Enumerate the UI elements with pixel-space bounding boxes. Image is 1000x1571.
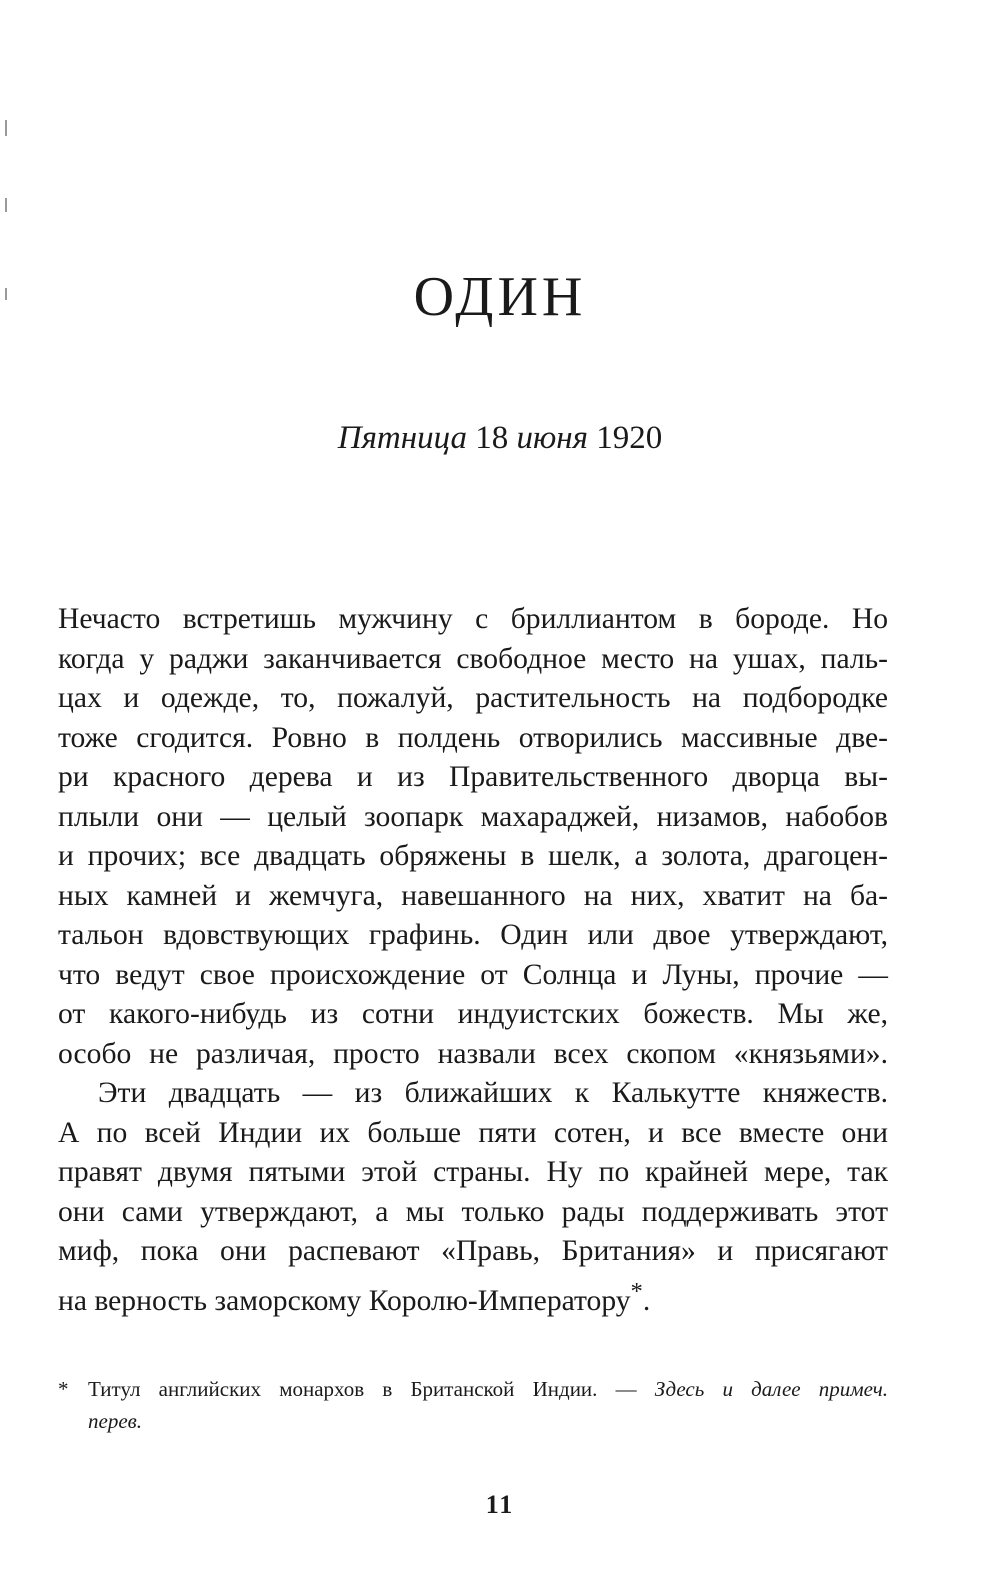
date-month: июня xyxy=(516,420,588,456)
body-line: и прочих; все двадцать обряжены в шелк, а золота, драгоцен- xyxy=(58,840,888,872)
footnote-note: Здесь и далее примеч. xyxy=(654,1377,888,1401)
body-line: Эти двадцать — из ближайших к Калькутте княжеств. xyxy=(98,1077,888,1109)
body-line: цах и одежде, то, пожалуй, растительность на подбородке xyxy=(58,682,888,714)
body-line: Нечасто встретишь мужчину с бриллиантом в бороде. Но xyxy=(58,603,888,635)
page-number: 11 xyxy=(485,1490,515,1519)
body-line: ри красного дерева и из Правительственного дворца вы- xyxy=(58,761,888,793)
body-line: когда у раджи заканчивается свободное место на ушах, паль- xyxy=(58,642,888,675)
body-line-last xyxy=(58,1272,888,1317)
final-period: . xyxy=(642,1284,651,1317)
body-line-text: на верность заморскому Королю-Императору xyxy=(58,1284,631,1317)
body-line: правят двумя пятыми этой страны. Ну по крайней мере, так xyxy=(58,1156,888,1188)
chapter-date xyxy=(0,416,1000,460)
body-line: тальон вдовствующих графинь. Один или двое утверждают, xyxy=(58,919,888,951)
footnote-note-end: перев. xyxy=(88,1409,143,1433)
footnote-reference: * xyxy=(630,1277,643,1305)
body-line: плыли они — целый зоопарк махараджей, низамов, набобов xyxy=(58,800,888,833)
body-line: от какого-нибудь из сотни индуистских божеств. Мы же, xyxy=(58,998,888,1030)
body-text xyxy=(58,600,888,1317)
date-year: 1920 xyxy=(596,420,663,456)
body-line: они сами утверждают, а мы только рады поддерживать этот xyxy=(58,1195,888,1228)
footnote-mark: * xyxy=(58,1377,69,1401)
chapter-title: ОДИН xyxy=(413,266,587,328)
body-line: миф, пока они распевают «Правь, Британия» и присягают xyxy=(58,1235,888,1267)
body-line: что ведут свое происхождение от Солнца и Луны, прочие — xyxy=(58,958,888,991)
body-line: А по всей Индии их больше пяти сотен, и все вместе они xyxy=(58,1116,888,1149)
date-weekday: Пятница xyxy=(337,420,468,456)
body-line: особо не различая, просто назвали всех скопом «князьями». xyxy=(58,1037,888,1070)
date-day: 18 xyxy=(475,420,509,456)
body-line: ных камней и жемчуга, навешанного на них, хватит на ба- xyxy=(58,879,888,912)
footnote-text: Титул английских монархов в Британской Индии. — xyxy=(88,1377,637,1401)
body-line: тоже сгодится. Ровно в полдень отворились массивные две- xyxy=(58,721,888,754)
footnote xyxy=(58,1373,888,1437)
footnote-line xyxy=(58,1373,888,1405)
